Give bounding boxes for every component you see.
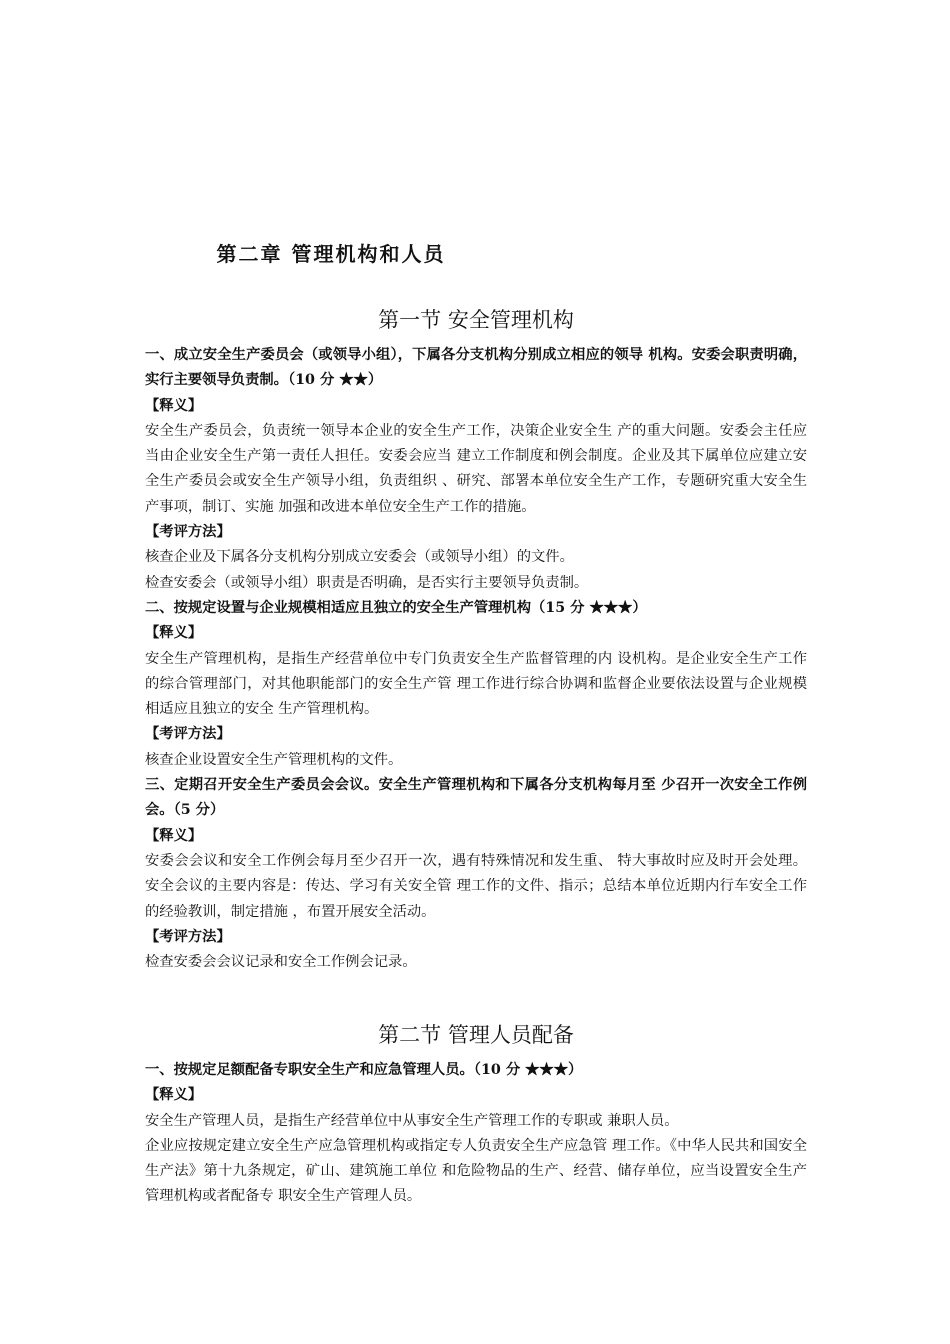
explain-paragraph: 安全生产委员会，负责统一领导本企业的安全生产工作，决策企业安全生 产的重大问题。安委会主任应当由企业安全生产第一责任人担任。安委会应当 建立工作制度和例会制度。企业及其下属单位应建立安全生产委员会或安全生产领导小组，负责组织 、研究、部署本单位安全生产工作，专题研究重大安全生产事项，制订、实施 加强和改进本单位安全生产工作的措施。 xyxy=(145,422,807,515)
section-2-item-1 xyxy=(145,1058,807,1210)
explain-label: 【释义】 xyxy=(145,625,203,642)
section-title: 第一节 安全管理机构 xyxy=(378,308,574,332)
item-heading: 一、成立安全生产委员会（或领导小组），下属各分支机构分别成立相应的领导 机构。安委会职责明确，实行主要领导负责制。（10 分 ★★） xyxy=(145,347,807,389)
explain-label: 【释义】 xyxy=(145,1087,203,1104)
section-2 xyxy=(145,1020,807,1050)
method-label: 【考评方法】 xyxy=(145,726,231,743)
method-line: 核查企业及下属各分支机构分别成立安委会（或领导小组）的文件。 xyxy=(145,549,574,566)
explain-label: 【释义】 xyxy=(145,827,203,844)
method-line: 核查企业设置安全生产管理机构的文件。 xyxy=(145,751,403,768)
method-label: 【考评方法】 xyxy=(145,524,231,541)
chapter-title: 第二章 管理机构和人员 xyxy=(216,242,446,266)
section-1-item-1 xyxy=(145,343,807,975)
explain-label: 【释义】 xyxy=(145,397,203,414)
explain-paragraph: 安委会会议和安全工作例会每月至少召开一次，遇有特殊情况和发生重、 特大事故时应及时开会处理。安全会议的主要内容是：传达、学习有关安全管 理工作的文件、指示；总结本单位近期内行车安全工作的经验教训，制定措施 ，布置开展安全活动。 xyxy=(145,852,807,920)
section-title: 第二节 管理人员配备 xyxy=(378,1023,574,1047)
method-label: 【考评方法】 xyxy=(145,928,231,945)
method-line: 检查安委会（或领导小组）职责是否明确，是否实行主要领导负责制。 xyxy=(145,574,589,591)
item-heading: 三、定期召开安全生产委员会会议。安全生产管理机构和下属各分支机构每月至 少召开一次安全工作例会。（5 分） xyxy=(145,777,807,819)
method-line: 检查安委会会议记录和安全工作例会记录。 xyxy=(145,954,417,971)
section-1 xyxy=(145,305,807,335)
explain-paragraph: 安全生产管理机构，是指生产经营单位中专门负责安全生产监督管理的内 设机构。是企业安全生产工作的综合管理部门，对其他职能部门的安全生产管 理工作进行综合协调和监督企业要依法设置与企业规模相适应且独立的安全 生产管理机构。 xyxy=(145,650,807,718)
explain-paragraph: 安全生产管理人员，是指生产经营单位中从事安全生产管理工作的专职或 兼职人员。 xyxy=(145,1112,679,1129)
item-heading: 一、按规定足额配备专职安全生产和应急管理人员。（10 分 ★★★） xyxy=(145,1062,583,1078)
item-heading: 二、按规定设置与企业规模相适应且独立的安全生产管理机构（15 分 ★★★） xyxy=(145,599,647,616)
explain-paragraph: 企业应按规定建立安全生产应急管理机构或指定专人负责安全生产应急管 理工作。《中华人民共和国安全生产法》第十九条规定，矿山、建筑施工单位 和危险物品的生产、经营、储存单位，应当设置安全生产管理机构或者配备专 职安全生产管理人员。 xyxy=(145,1137,807,1205)
